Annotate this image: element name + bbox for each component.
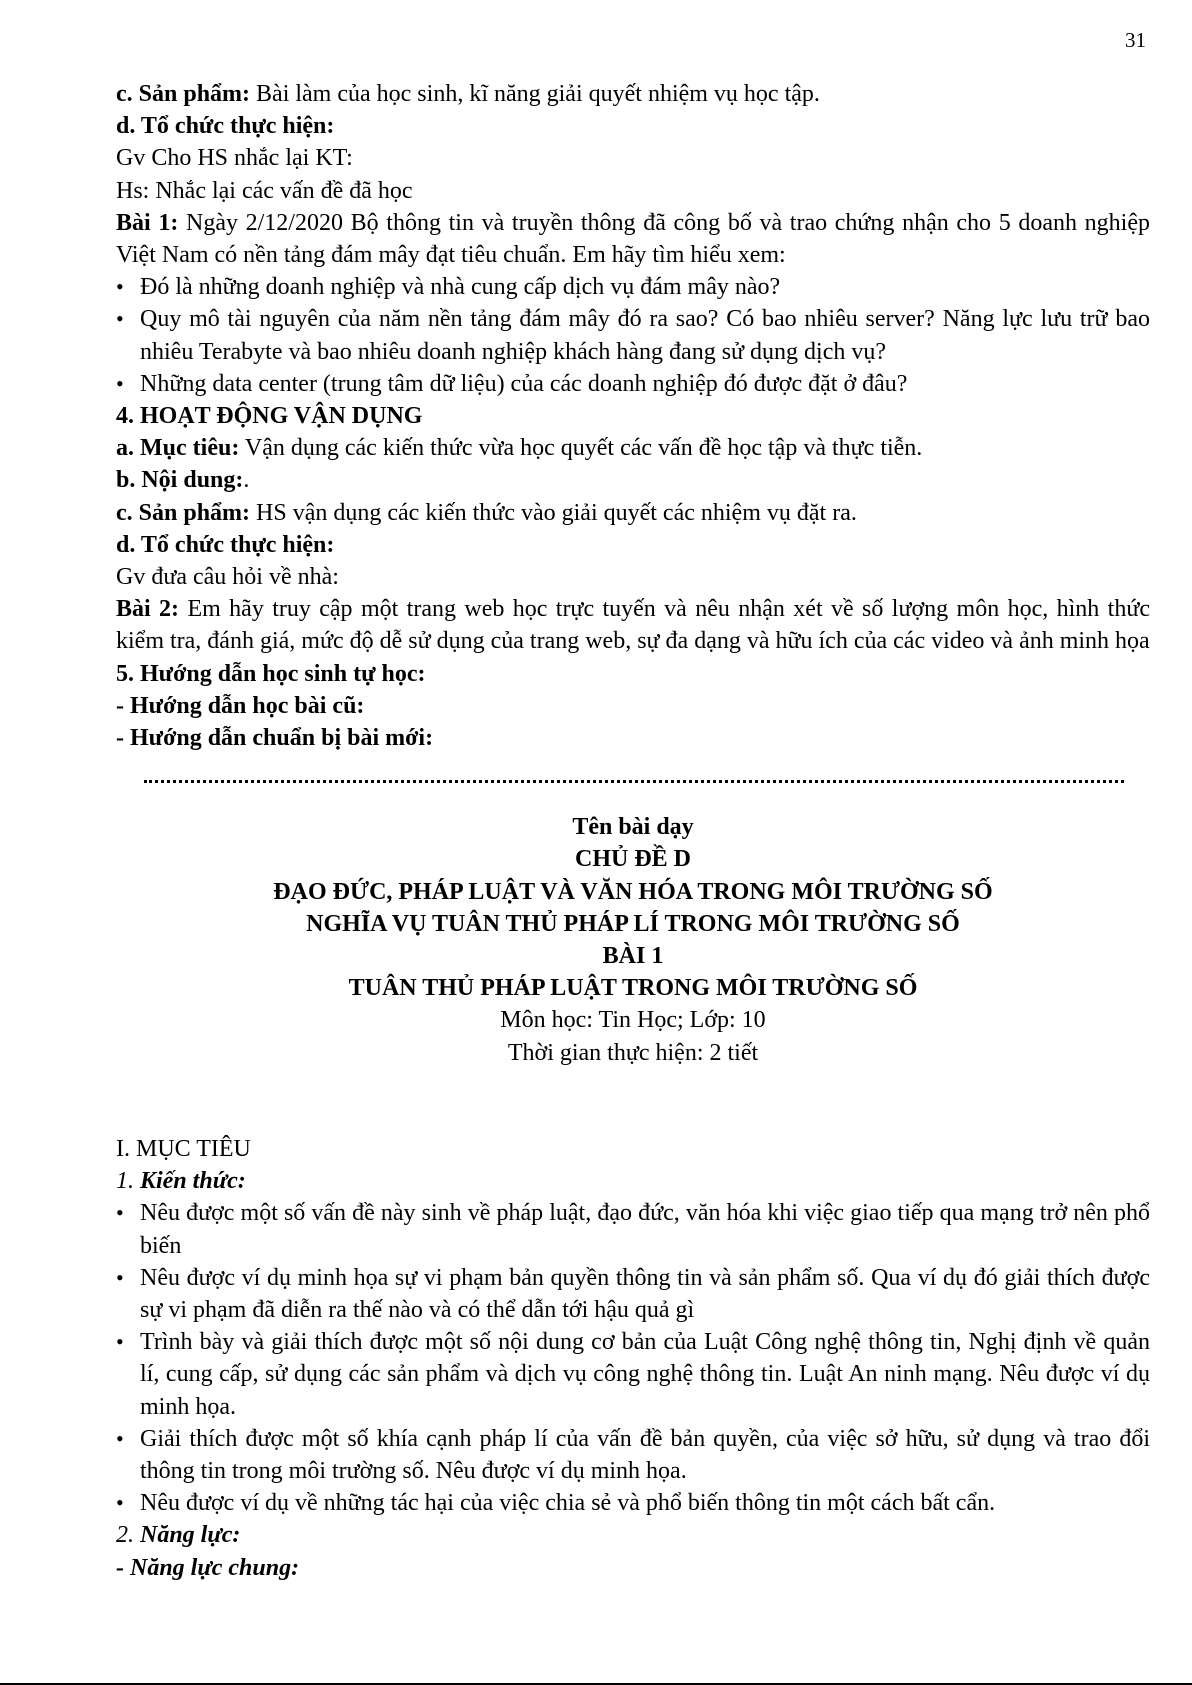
knowledge-heading — [116, 1165, 1150, 1197]
list-item-text: Nêu được một số vấn đề này sinh về pháp luật, đạo đức, văn hóa khi việc giao tiếp qua mạng trở nên phổ biến — [140, 1200, 1150, 1259]
bullet-icon: • — [116, 306, 124, 332]
objectives-heading: I. MỤC TIÊU — [116, 1135, 251, 1162]
competency-heading — [116, 1519, 1150, 1551]
product-label-2: c. Sản phẩm: — [116, 499, 251, 526]
bullet-icon: • — [116, 274, 124, 300]
new-lesson-guide: - Hướng dẫn chuẩn bị bài mới: — [116, 725, 434, 752]
exercise-2-label: Bài 2: — [116, 596, 180, 623]
bullet-icon: • — [116, 1264, 124, 1290]
objective-label: a. Mục tiêu: — [116, 435, 240, 462]
lesson-title: TUÂN THỦ PHÁP LUẬT TRONG MÔI TRƯỜNG SỐ — [348, 975, 918, 1002]
organize-heading: d. Tổ chức thực hiện: — [116, 113, 335, 140]
teacher-line-2: Gv đưa câu hỏi về nhà: — [116, 564, 339, 591]
knowledge-label: Kiến thức: — [140, 1168, 246, 1195]
bullet-icon: • — [116, 1490, 124, 1516]
product-text: Bài làm của học sinh, kĩ năng giải quyết nhiệm vụ học tập. — [250, 81, 820, 107]
exercise-2 — [116, 593, 1150, 657]
exercise-1 — [116, 207, 1150, 271]
knowledge-number: 1. — [116, 1168, 140, 1195]
list-item — [116, 271, 1150, 303]
exercise-1-text: Ngày 2/12/2020 Bộ thông tin và truyền thông đã công bố và trao chứng nhận cho 5 doanh nghiệp Việt Nam có nền tảng đám mây đạt tiêu chuẩn. Em hãy tìm hiểu xem: — [116, 209, 1150, 269]
page-number: 31 — [1125, 28, 1146, 52]
competency-number: 2. — [116, 1522, 140, 1549]
list-item — [116, 1487, 1150, 1519]
competency-label: Năng lực: — [140, 1522, 241, 1549]
lesson-name-label: Tên bài dạy — [572, 814, 694, 841]
list-item-text: Nêu được ví dụ về những tác hại của việc chia sẻ và phổ biến thông tin một cách bất cẩn. — [140, 1490, 996, 1517]
list-item — [116, 1197, 1150, 1261]
duration: Thời gian thực hiện: 2 tiết — [507, 1039, 759, 1066]
exercise-2-text: Em hãy truy cập một trang web học trực tuyến và nêu nhận xét về số lượng môn học, hình thức kiểm tra, đánh giá, mức độ dễ sử dụng của trang web, sự đa dạng và hữu ích của các video và ảnh minh họa — [116, 596, 1151, 655]
bullet-icon: • — [116, 1200, 124, 1226]
lesson-header — [116, 811, 1150, 1069]
bullet-icon: • — [116, 370, 124, 396]
list-item — [116, 1326, 1150, 1423]
objective-text: Vận dụng các kiến thức vừa học quyết các vấn đề học tập và thực tiễn. — [239, 435, 923, 462]
list-item-text: Quy mô tài nguyên của năm nền tảng đám mây đó ra sao? Có bao nhiêu server? Năng lực lưu trữ bao nhiêu Terabyte và bao nhiêu doanh nghiệp khách hàng đang sử dụng dịch vụ? — [140, 306, 1150, 365]
section-5-heading: 5. Hướng dẫn học sinh tự học: — [116, 660, 426, 687]
list-item — [116, 1262, 1150, 1326]
bullet-icon: • — [116, 1329, 124, 1355]
list-item-text: Nêu được ví dụ minh họa sự vi phạm bản quyền thông tin và sản phẩm số. Qua ví dụ đó giải thích được sự vi phạm đã diễn ra thế nào và có thể dẫn tới hậu quả gì — [140, 1264, 1150, 1323]
content-label: b. Nội dung: — [116, 467, 244, 494]
student-line: Hs: Nhắc lại các vấn đề đã học — [116, 177, 413, 204]
organize-heading-2: d. Tổ chức thực hiện: — [116, 531, 335, 558]
exercise-1-questions — [116, 271, 1150, 400]
objective-line — [116, 432, 1150, 464]
topic-subtitle: ĐẠO ĐỨC, PHÁP LUẬT VÀ VĂN HÓA TRONG MÔI TRƯỜNG SỐ — [273, 878, 993, 905]
product-line-2 — [116, 497, 1150, 529]
topic-subtitle-2: NGHĨA VỤ TUÂN THỦ PHÁP LÍ TRONG MÔI TRƯỜNG SỐ — [306, 910, 960, 937]
general-competency-label: - Năng lực chung: — [116, 1554, 300, 1581]
lesson-number: BÀI 1 — [602, 943, 664, 970]
list-item-text: Trình bày và giải thích được một số nội dung cơ bản của Luật Công nghệ thông tin, Nghị định về quản lí, cung cấp, sử dụng các sản phẩm và dịch vụ công nghệ thông tin. Luật An ninh mạng. Nêu được ví dụ minh họa. — [140, 1329, 1150, 1420]
product-text-2: HS vận dụng các kiến thức vào giải quyết các nhiệm vụ đặt ra. — [250, 499, 857, 526]
topic-title: CHỦ ĐỀ D — [574, 846, 691, 873]
content-line — [116, 464, 1150, 496]
list-item-text: Những data center (trung tâm dữ liệu) của các doanh nghiệp đó được đặt ở đâu? — [140, 370, 908, 397]
list-item-text: Giải thích được một số khía cạnh pháp lí của vấn đề bản quyền, của việc sở hữu, sử dụng và trao đổi thông tin trong môi trường số. Nêu được ví dụ minh họa. — [140, 1425, 1150, 1484]
list-item — [116, 303, 1150, 367]
document-body — [116, 78, 1150, 1584]
subject-grade: Môn học: Tin Học; Lớp: 10 — [500, 1007, 766, 1034]
bullet-icon: • — [116, 1425, 124, 1451]
list-item-text: Đó là những doanh nghiệp và nhà cung cấp dịch vụ đám mây nào? — [140, 274, 781, 301]
content-text: . — [243, 467, 250, 494]
dotted-separator — [144, 762, 1124, 783]
teacher-line: Gv Cho HS nhắc lại KT: — [116, 145, 353, 172]
list-item — [116, 1423, 1150, 1487]
exercise-1-label: Bài 1: — [116, 209, 179, 236]
product-line — [116, 78, 1150, 110]
knowledge-list — [116, 1197, 1150, 1519]
list-item — [116, 368, 1150, 400]
section-4-heading: 4. HOẠT ĐỘNG VẬN DỤNG — [116, 403, 423, 430]
product-label: c. Sản phẩm: — [116, 81, 251, 107]
old-lesson-guide: - Hướng dẫn học bài cũ: — [116, 692, 365, 719]
